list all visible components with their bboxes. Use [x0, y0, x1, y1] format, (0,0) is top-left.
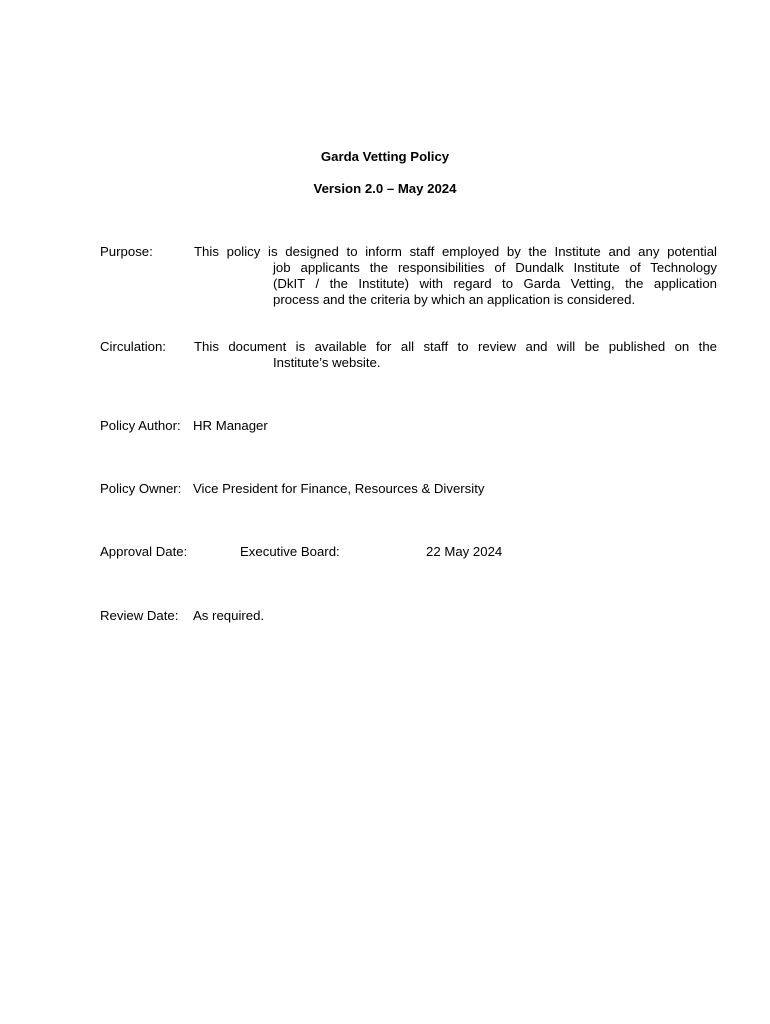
purpose-line-1: This policy is designed to inform staff employed by the Institute and any potential [194, 244, 717, 259]
circulation-line-1: This document is available for all staff to review and will be published on the [194, 339, 717, 354]
policy-owner-label: Policy Owner: [100, 481, 182, 496]
purpose-line-2: job applicants the responsibilities of Dundalk Institute of Technology [273, 260, 717, 275]
policy-author-label: Policy Author: [100, 418, 181, 433]
approval-date-value: 22 May 2024 [426, 544, 503, 559]
document-title: Garda Vetting Policy [320, 149, 450, 164]
purpose-line-3: (DkIT / the Institute) with regard to Garda Vetting, the application [273, 276, 717, 291]
purpose-label: Purpose: [100, 244, 153, 259]
circulation-label: Circulation: [100, 339, 166, 354]
policy-owner-value: Vice President for Finance, Resources & Diversity [193, 481, 485, 496]
circulation-text [194, 339, 717, 371]
policy-author-value: HR Manager [193, 418, 268, 433]
review-date-value: As required. [193, 608, 265, 623]
approval-body: Executive Board: [240, 544, 340, 559]
circulation-line-2: Institute’s website. [273, 355, 381, 370]
purpose-line-4: process and the criteria by which an application is considered. [273, 292, 636, 307]
approval-date-label: Approval Date: [100, 544, 188, 559]
purpose-text [194, 244, 717, 308]
document-version: Version 2.0 – May 2024 [313, 181, 457, 196]
review-date-label: Review Date: [100, 608, 179, 623]
